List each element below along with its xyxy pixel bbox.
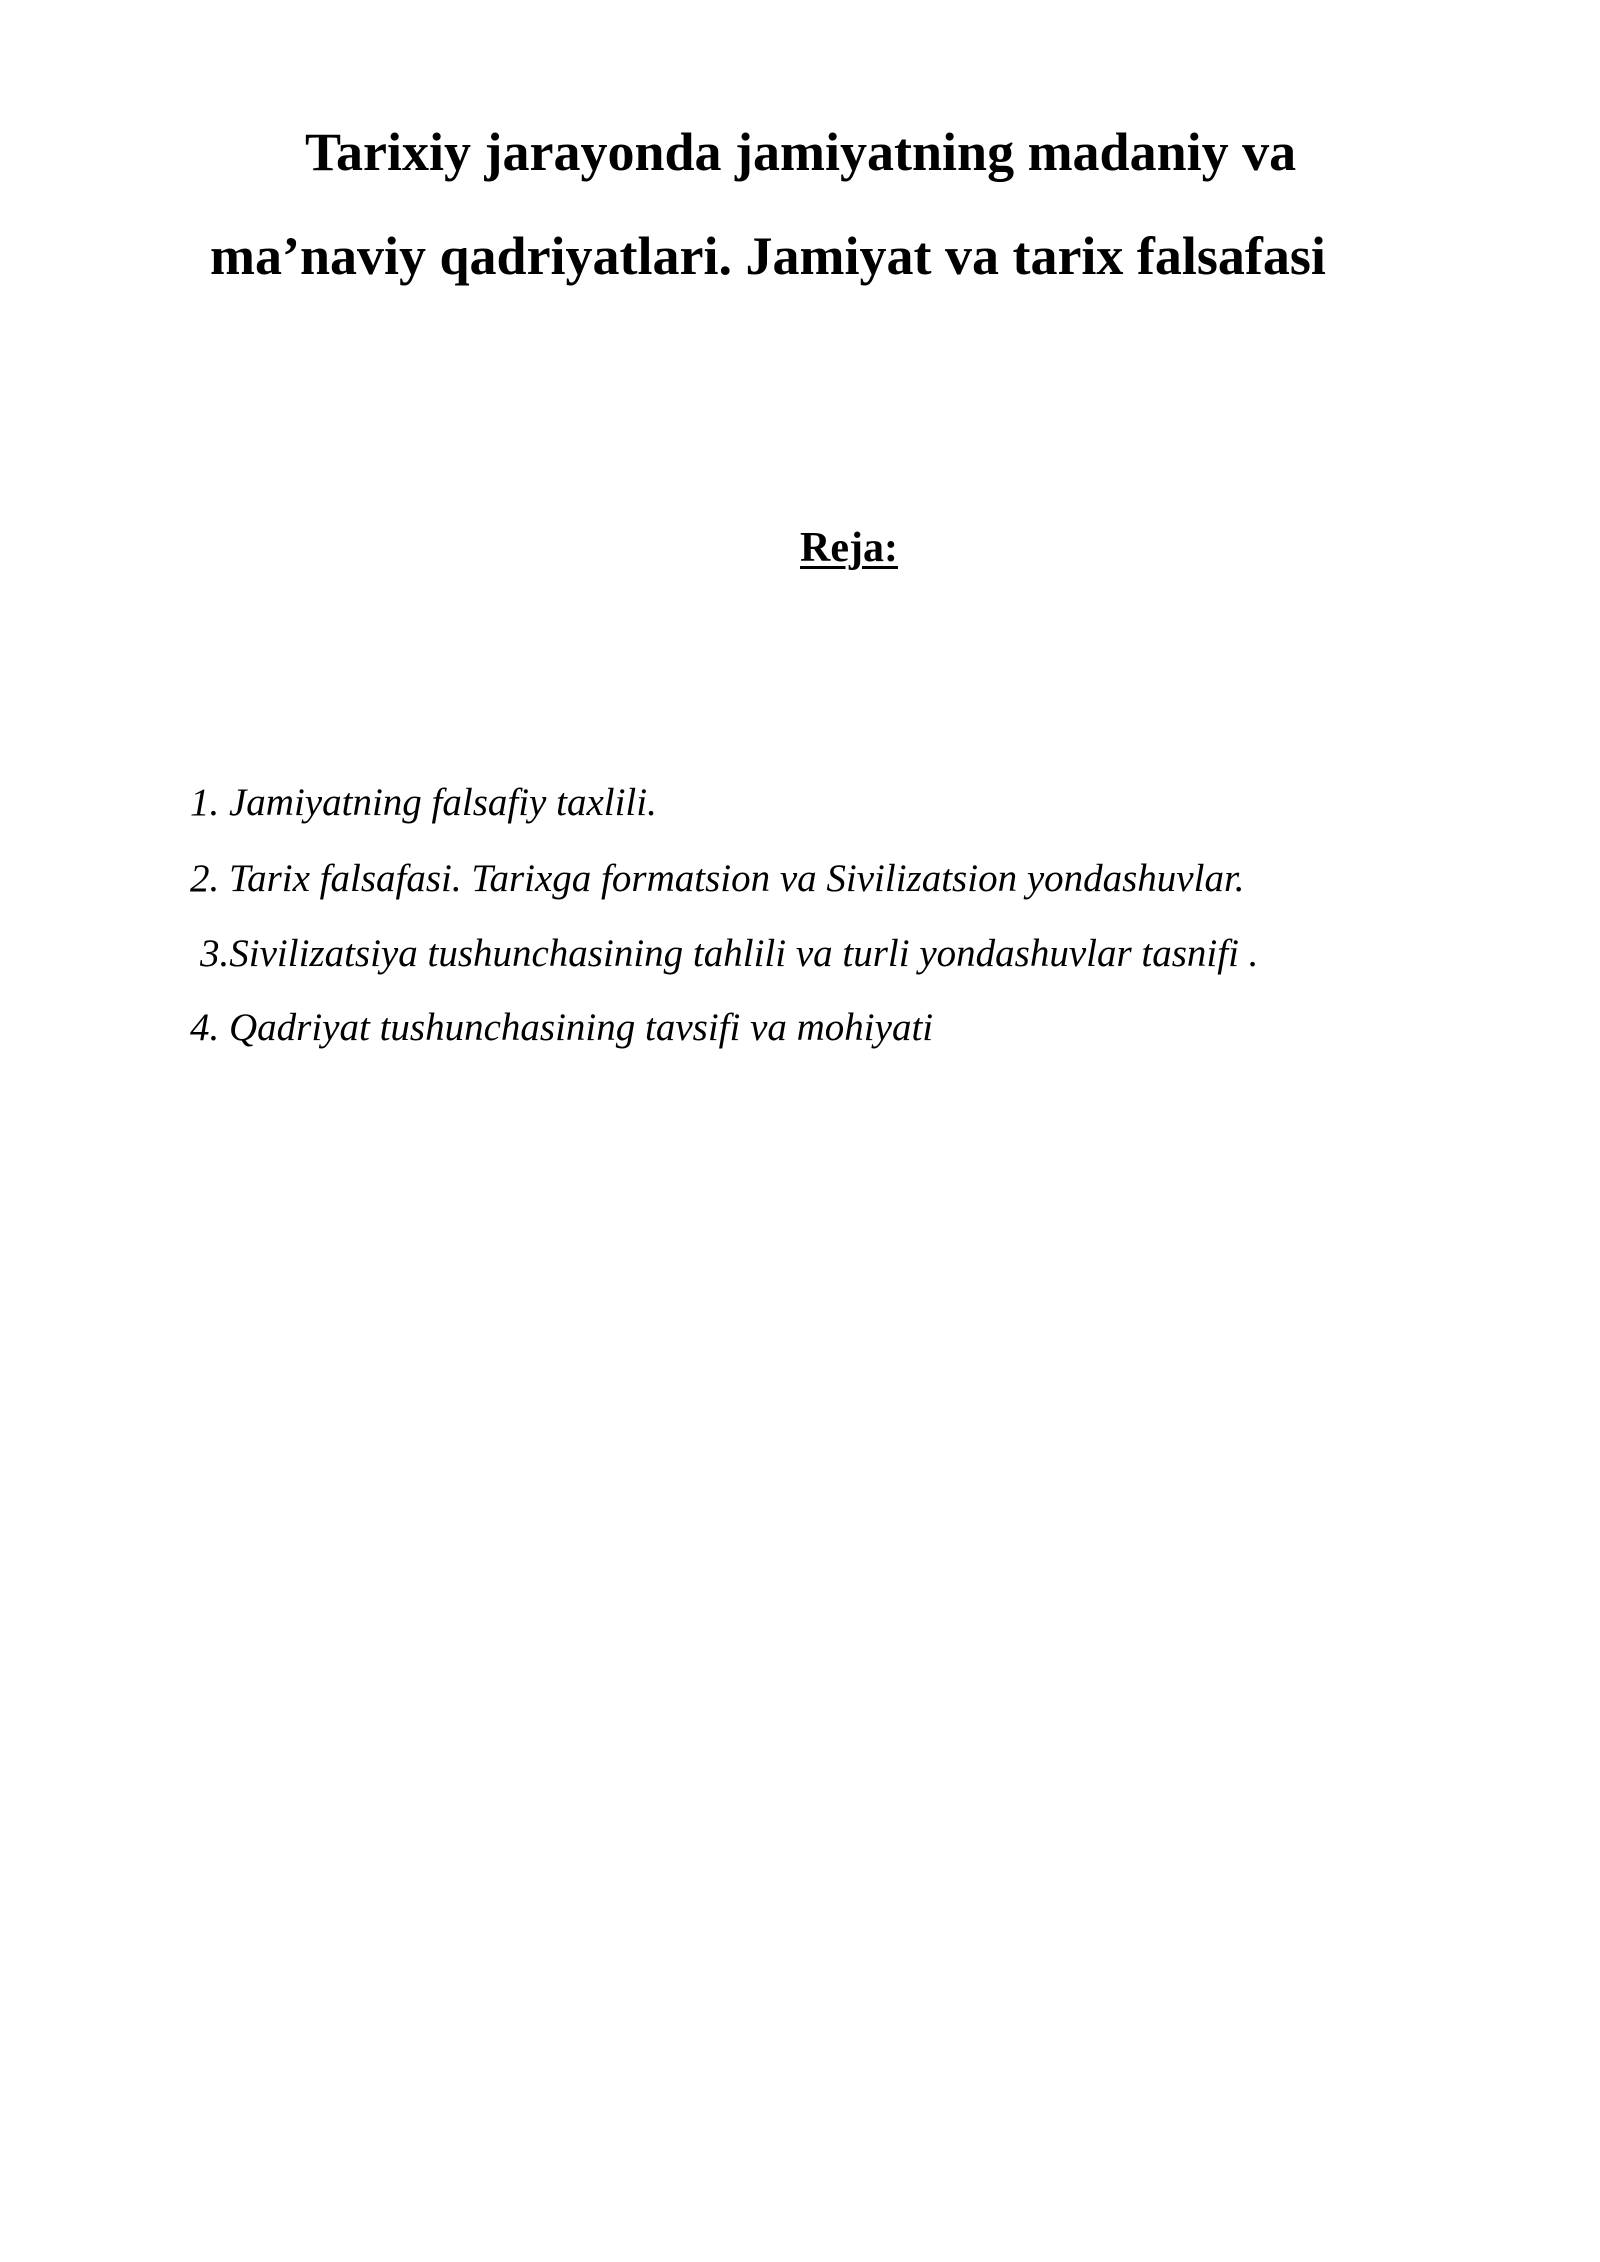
document-title-line-1: Tarixiy jarayonda jamiyatning madaniy va [305, 122, 1297, 182]
plan-item-1: 1. Jamiyatning falsafiy taxlili. [190, 781, 657, 824]
plan-heading: Reja: [800, 525, 898, 571]
plan-item-4: 4. Qadriyat tushunchasining tavsifi va mohiyati [190, 1006, 934, 1049]
plan-item-3: 3.Sivilizatsiya tushunchasining tahlili va turli yondashuvlar tasnifi . [200, 932, 1259, 975]
document-title-line-2: ma’naviy qadriyatlari. Jamiyat va tarix falsafasi [210, 226, 1326, 286]
plan-item-2: 2. Tarix falsafasi. Tarixga formatsion va Sivilizatsion yondashuvlar. [190, 857, 1245, 900]
